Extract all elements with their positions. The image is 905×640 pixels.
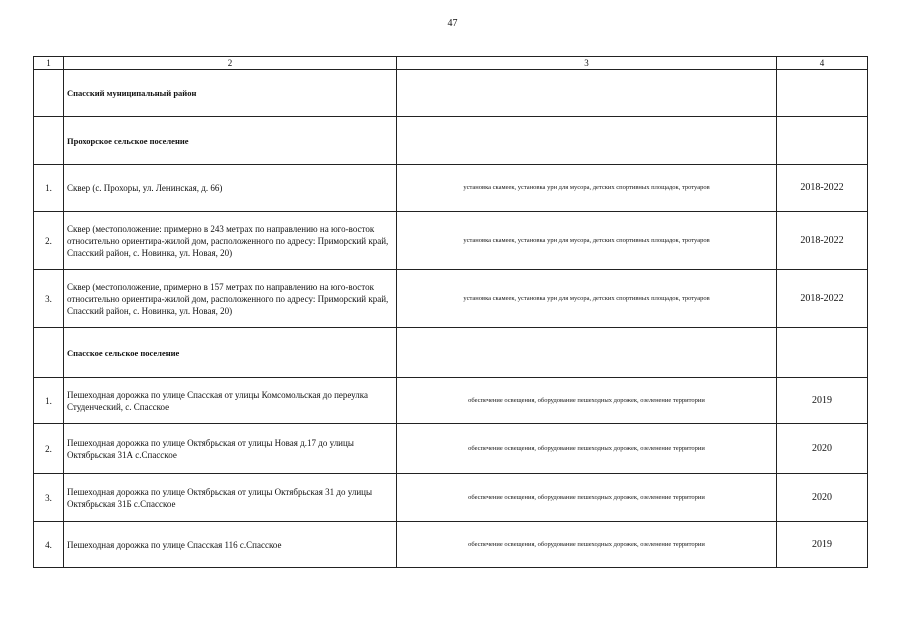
section-title: Спасский муниципальный район	[64, 70, 397, 117]
work-description: обеспечение освещения, оборудование пешеходных дорожек, озеленение территории	[397, 474, 777, 522]
work-description: установка скамеек, установка урн для мусора, детских спортивных площадок, тротуаров	[397, 270, 777, 328]
table-row	[34, 474, 868, 522]
table-header-row	[34, 57, 868, 70]
column-header: 4	[777, 57, 868, 70]
work-description: обеспечение освещения, оборудование пешеходных дорожек, озеленение территории	[397, 522, 777, 568]
object-name: Сквер (местоположение: примерно в 243 метрах по направлению на юго-восток относительно ориентира-жилой дом, расположенного по адресу: Приморский край, Спасский район, с. Новинка, ул. Новая, 20)	[64, 212, 397, 270]
objects-table	[33, 56, 868, 568]
object-name: Пешеходная дорожка по улице Спасская 116 с.Спасское	[64, 522, 397, 568]
table-row	[34, 165, 868, 212]
column-header: 1	[34, 57, 64, 70]
page-number: 47	[447, 18, 458, 29]
section-row	[34, 70, 868, 117]
column-header: 3	[397, 57, 777, 70]
column-header: 2	[64, 57, 397, 70]
work-description: установка скамеек, установка урн для мусора, детских спортивных площадок, тротуаров	[397, 165, 777, 212]
section-row	[34, 117, 868, 165]
section-title: Прохорское сельское поселение	[64, 117, 397, 165]
table-row	[34, 424, 868, 474]
work-description: установка скамеек, установка урн для мусора, детских спортивных площадок, тротуаров	[397, 212, 777, 270]
row-number: 1.	[34, 165, 64, 212]
years: 2018-2022	[777, 212, 868, 270]
section-row	[34, 328, 868, 378]
row-number: 1.	[34, 378, 64, 424]
table-row	[34, 270, 868, 328]
object-name: Пешеходная дорожка по улице Октябрьская от улицы Октябрьская 31 до улицы Октябрьская 31Б с.Спасское	[64, 474, 397, 522]
table-row	[34, 212, 868, 270]
row-number: 3.	[34, 474, 64, 522]
object-name: Пешеходная дорожка по улице Октябрьская от улицы Новая д.17 до улицы Октябрьская 31А с.Спасское	[64, 424, 397, 474]
years: 2020	[777, 424, 868, 474]
row-number: 3.	[34, 270, 64, 328]
years: 2019	[777, 378, 868, 424]
row-number: 2.	[34, 424, 64, 474]
years: 2018-2022	[777, 270, 868, 328]
row-number: 2.	[34, 212, 64, 270]
table-row	[34, 378, 868, 424]
object-name: Пешеходная дорожка по улице Спасская от улицы Комсомольская до переулка Студенческий, с. Спасское	[64, 378, 397, 424]
years: 2020	[777, 474, 868, 522]
object-name: Сквер (с. Прохоры, ул. Ленинская, д. 66)	[64, 165, 397, 212]
work-description: обеспечение освещения, оборудование пешеходных дорожек, озеленение территории	[397, 424, 777, 474]
row-number: 4.	[34, 522, 64, 568]
section-title: Спасское сельское поселение	[64, 328, 397, 378]
years: 2019	[777, 522, 868, 568]
work-description: обеспечение освещения, оборудование пешеходных дорожек, озеленение территории	[397, 378, 777, 424]
table-row	[34, 522, 868, 568]
years: 2018-2022	[777, 165, 868, 212]
object-name: Сквер (местоположение, примерно в 157 метрах по направлению на юго-восток относительно ориентира-жилой дом, расположенного по адресу: Приморский край, Спасский район, с. Новинка, ул. Новая, 20)	[64, 270, 397, 328]
